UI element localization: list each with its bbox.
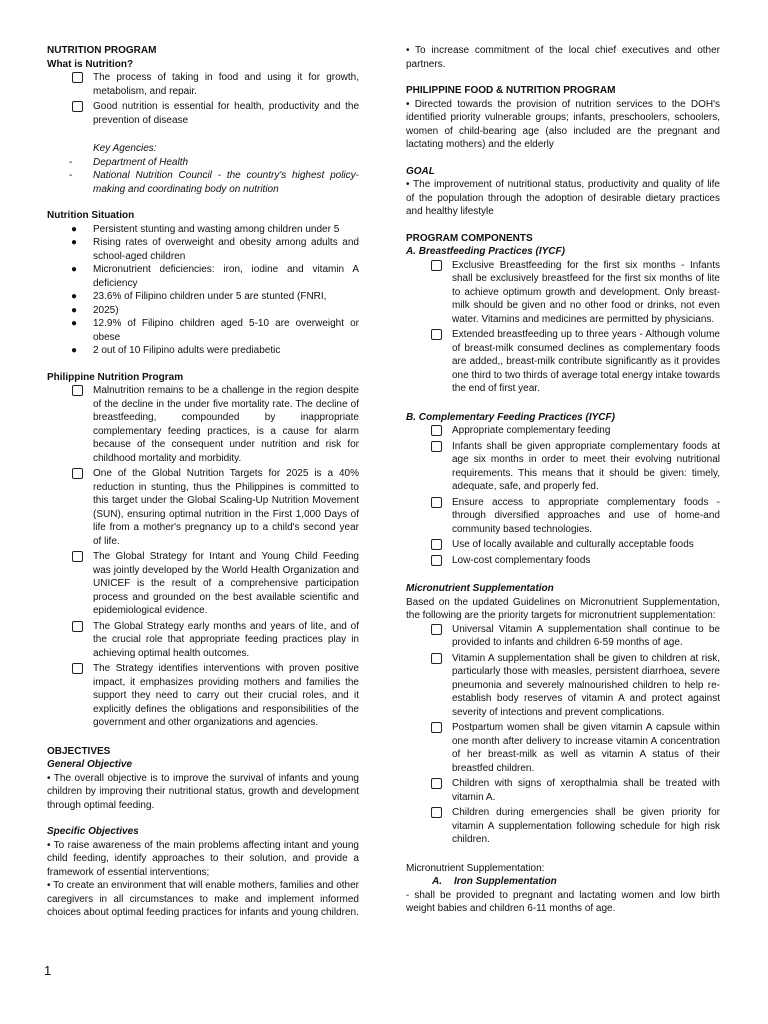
checklist-item: Low-cost complementary foods <box>406 554 720 568</box>
checklist-item: Good nutrition is essential for health, productivity and the prevention of disease <box>47 100 359 127</box>
bullet-icon: ● <box>71 345 78 356</box>
checklist-item: Vitamin A supplementation shall be given to children at risk, particularly those with measles, persistent diarrhoea, severe pneumonia and severely malnourished children to help re-establish body reserves of vitamin A and protect against severity of intections and prevent complications. <box>406 652 720 720</box>
key-agencies-label: Key Agencies: <box>93 143 157 154</box>
checkbox-icon <box>72 621 83 632</box>
checkbox-icon <box>431 555 442 566</box>
checklist-item: One of the Global Nutrition Targets for 2025 is a 40% reduction in stunting, thus the Philippines is committed to this target under the Global Scaling-Up Nutrition Movement (SUN), ensuring optimal nutrition in the First 1,000 Days of life from a mother's pregnancy up to a child's second year of life. <box>47 467 359 548</box>
agency-list <box>47 156 359 197</box>
objectives-heading: OBJECTIVES <box>47 745 111 757</box>
breastfeeding-list <box>406 259 720 396</box>
what-list <box>47 71 359 127</box>
checklist-item: The Global Strategy early months and years of lite, and of the crucial role that appropriate feeding practices play in achieving optimal health outcomes. <box>47 620 359 661</box>
checkbox-icon <box>431 653 442 664</box>
bullet-icon: ● <box>71 291 78 302</box>
situation-heading: Nutrition Situation <box>47 210 135 221</box>
right-column <box>406 44 720 916</box>
checklist-item: Universal Vitamin A supplementation shall continue to be provided to infants and children 6-59 months of age. <box>406 623 720 650</box>
specific-objective-item: • To raise awareness of the main problems affecting intant and young child feeding, identify approaches to their solution, and provide a framework of essential interventions; <box>47 839 359 878</box>
checkbox-icon <box>72 551 83 562</box>
checkbox-icon <box>431 778 442 789</box>
checkbox-icon <box>431 497 442 508</box>
doc-title: NUTRITION PROGRAM <box>47 45 157 56</box>
what-heading: What is Nutrition? <box>47 58 134 70</box>
general-objective-heading: General Objective <box>47 759 133 770</box>
agency-item: - National Nutrition Council - the country's highest policy-making and coordinating body on nutrition <box>69 170 359 195</box>
bullet-item: ● Micronutrient deficiencies: iron, iodine and vitamin A deficiency <box>71 264 359 289</box>
checkbox-icon <box>431 624 442 635</box>
left-column <box>47 44 359 920</box>
commitment-text: • To increase commitment of the local chief executives and other partners. <box>406 45 720 70</box>
checklist-item: Malnutrition remains to be a challenge in the region despite of the decline in the under five mortality rate. The decline of breastfeeding, compounded by inappropriate complementary feeding practices, is a cause for alarm because of the consequent under nutrition and risk for childhood mortality and morbidity. <box>47 384 359 465</box>
ppn-heading: Philippine Nutrition Program <box>47 371 184 383</box>
checkbox-icon <box>72 101 83 112</box>
breastfeeding-heading: A. Breastfeeding Practices (IYCF) <box>406 246 565 257</box>
bullet-item: ● Persistent stunting and wasting among children under 5 <box>71 223 340 235</box>
bullet-item: ● 23.6% of Filipino children under 5 are stunted (FNRI, <box>71 291 327 302</box>
goal-text: • The improvement of nutritional status, productivity and quality of life of the population through the adoption of desirable dietary practices and healthy lifestyle <box>406 179 720 217</box>
bullet-icon: ● <box>71 264 78 275</box>
bullet-icon: ● <box>71 237 78 248</box>
situation-list <box>47 223 359 358</box>
specific-objective-item: • To create an environment that will enable mothers, families and other caregivers in all circumstances to make and implement informed choices about optimal feeding practices for infants and young children. <box>47 880 359 918</box>
checklist-item: Postpartum women shall be given vitamin A capsule within one month after delivery to increase vitamin A concentration of her breast-milk as well as vitamin A status of their breastfed children. <box>406 721 720 775</box>
pfnp-text: • Directed towards the provision of nutrition services to the DOH's identified priority vulnerable groups; infants, preschoolers, schoolers, women of child-bearing age (also included are the pregnant and lactating mothers) and the elderly <box>406 98 720 150</box>
complementary-heading: B. Complementary Feeding Practices (IYCF) <box>406 411 615 423</box>
checkbox-icon <box>431 441 442 452</box>
page-number: 1 <box>44 963 52 978</box>
checklist-item: Exclusive Breastfeeding for the first six months - Infants shall be exclusively breastfeed for the first six months of lite to achieve optimum growth and development. Only breast-milk should be given and no other food or drinks, not even water. Vitamins and medicines are permitted by physicians. <box>406 259 720 327</box>
checklist-item: Children with signs of xeropthalmia shall be treated with vitamin A. <box>406 777 720 804</box>
checklist-item: Use of locally available and culturally acceptable foods <box>406 538 720 552</box>
checklist-item: The Strategy identifies interventions with proven positive impact, it emphasizes providing mothers and families the support they need to carry out their crucial roles, and it explicitly defines the obligations and responsibilities of the government and other organizations and agencies. <box>47 662 359 730</box>
bullet-item: ● Rising rates of overweight and obesity among adults and school-aged children <box>71 237 359 262</box>
micronutrient-intro: Based on the updated Guidelines on Micronutrient Supplementation, the following are the priority targets for micronutrient supplementation: <box>406 596 720 621</box>
checkbox-icon <box>431 425 442 436</box>
checkbox-icon <box>431 329 442 340</box>
specific-objectives-heading: Specific Objectives <box>47 826 139 837</box>
pfnp-heading: PHILIPPINE FOOD & NUTRITION PROGRAM <box>406 85 616 96</box>
checkbox-icon <box>431 722 442 733</box>
checkbox-icon <box>72 72 83 83</box>
bullet-item: ● 2025) <box>71 304 119 316</box>
checklist-item: Children during emergencies shall be given priority for vitamin A supplementation following schedule for high risk children. <box>406 806 720 847</box>
checklist-item: The Global Strategy for Intant and Young Child Feeding was jointly developed by the World Health Organization and UNICEF is the result of a comprehensive participation process and grounded on the best available scientific and epidemiological evidence. <box>47 550 359 618</box>
bullet-icon: ● <box>71 304 78 316</box>
checklist-item: Ensure access to appropriate complementary foods - through diversified approaches and use of home-and community based technologies. <box>406 496 720 537</box>
micronutrient-list <box>406 623 720 847</box>
ppn-list <box>47 384 359 730</box>
checklist-item: The process of taking in food and using it for growth, metabolism, and repair. <box>47 71 359 98</box>
iron-text: - shall be provided to pregnant and lactating women and low birth weight babies and children 6-11 months of age. <box>406 889 720 914</box>
checklist-item: Appropriate complementary feeding <box>406 424 720 438</box>
checkbox-icon <box>431 539 442 550</box>
checkbox-icon <box>431 260 442 271</box>
bullet-item: ● 12.9% of Filipino children aged 5-10 are overweight or obese <box>71 318 359 343</box>
checklist-item: Infants shall be given appropriate complementary foods at age six months in order to meet their evolving nutritional requirements. This means that it should be given: timely, adequate, safe, and properly fed. <box>406 440 720 494</box>
checkbox-icon <box>72 663 83 674</box>
bullet-icon: ● <box>71 318 78 329</box>
bullet-icon: ● <box>71 223 78 235</box>
complementary-list <box>406 424 720 567</box>
general-objective-text: • The overall objective is to improve the survival of infants and young children by improving their nutritional status, growth and development through optimal feeding. <box>47 772 359 811</box>
goal-heading: GOAL <box>406 165 435 177</box>
checkbox-icon <box>431 807 442 818</box>
checklist-item: Extended breastfeeding up to three years - Although volume of breast-milk consumed declines as complementary foods are added,, breast-milk contribute significantly as it provides one third to two thirds of average total energy intake towards the end of first year. <box>406 328 720 396</box>
checkbox-icon <box>72 468 83 479</box>
agency-item: - Department of Health <box>69 156 189 168</box>
iron-heading: A. Iron Supplementation <box>432 876 557 887</box>
bullet-item: ● 2 out of 10 Filipino adults were prediabetic <box>71 345 281 356</box>
micronutrient-heading: Micronutrient Supplementation <box>406 583 554 594</box>
checkbox-icon <box>72 385 83 396</box>
components-heading: PROGRAM COMPONENTS <box>406 232 533 244</box>
micronutrient-subheading: Micronutrient Supplementation: <box>406 862 545 874</box>
